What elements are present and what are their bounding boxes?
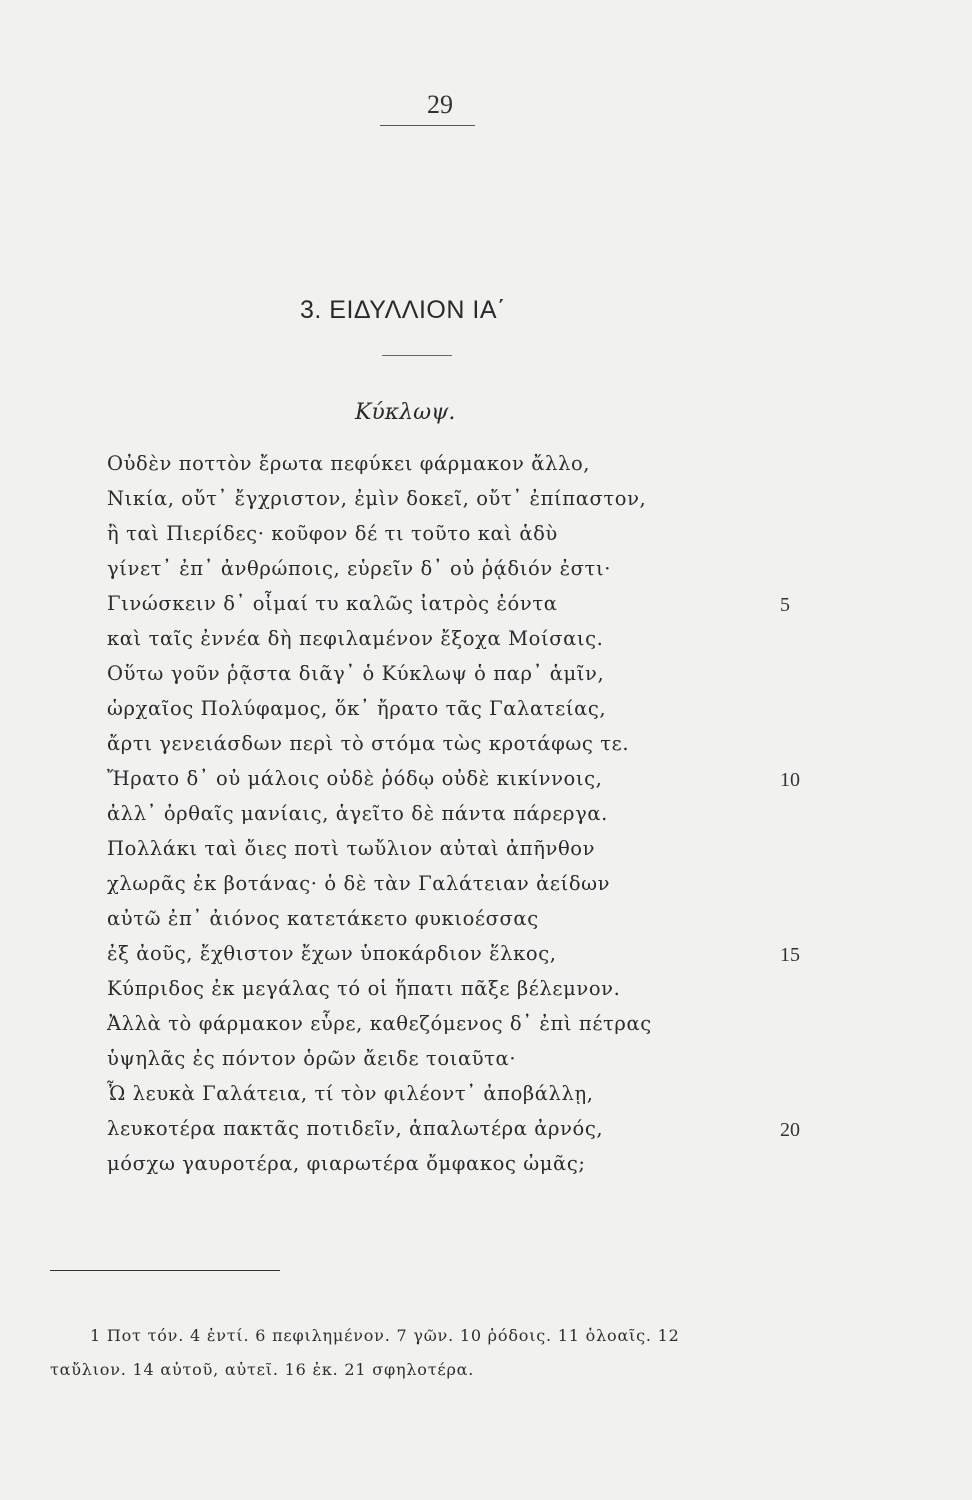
poem-title: Κύκλωψ. — [355, 400, 456, 425]
page-number-rule — [380, 125, 475, 126]
verse-line: ὡρχαῖος Πολύφαμος, ὅκ᾽ ἤρατο τᾶς Γαλατείας, — [107, 697, 607, 720]
line-number-10: 10 — [780, 769, 800, 791]
verse-line: χλωρᾶς ἐκ βοτάνας· ὁ δὲ τὰν Γαλάτειαν ἀείδων — [107, 872, 611, 895]
verse-line: ἐξ ἀοῦς, ἔχθιστον ἔχων ὑποκάρδιον ἕλκος, — [107, 942, 557, 965]
line-number-20: 20 — [780, 1119, 800, 1141]
section-divider — [382, 355, 452, 356]
verse-line: ἢ ταὶ Πιερίδες· κοῦφον δέ τι τοῦτο καὶ ἁδὺ — [107, 522, 558, 545]
line-number-15: 15 — [780, 944, 800, 966]
verse-line: ἀλλ᾽ ὀρθαῖς μανίαις, ἁγεῖτο δὲ πάντα πάρεργα. — [107, 802, 608, 825]
verse-line: Οὐδὲν ποττὸν ἔρωτα πεφύκει φάρμακον ἄλλο, — [107, 452, 591, 475]
verse-line: Κύπριδος ἐκ μεγάλας τό οἱ ἥπατι πᾶξε βέλεμνον. — [107, 977, 621, 1000]
verse-line: Ἤρατο δ᾽ οὐ μάλοις οὐδὲ ῥόδῳ οὐδὲ κικίννοις, — [107, 767, 603, 790]
page-number: 29 — [427, 90, 453, 119]
verse-line: Νικία, οὔτ᾽ ἔγχριστον, ἐμὶν δοκεῖ, οὔτ᾽ ἐπίπαστον, — [107, 487, 647, 510]
footnote-rule — [50, 1270, 280, 1271]
verse-line: λευκοτέρα πακτᾶς ποτιδεῖν, ἁπαλωτέρα ἀρνός, — [107, 1117, 604, 1140]
verse-line: Γινώσκειν δ᾽ οἶμαί τυ καλῶς ἰατρὸς ἐόντα — [107, 592, 558, 615]
verse-line: Πολλάκι ταὶ ὄιες ποτὶ τωὔλιον αὐταὶ ἀπῆνθον — [107, 837, 596, 860]
verse-line: καὶ ταῖς ἐννέα δὴ πεφιλαμένον ἔξοχα Μοίσαις. — [107, 627, 604, 650]
section-title: 3. ΕΙΔΥΛΛΙΟΝ ΙΑ΄ — [300, 296, 506, 324]
verse-line: μόσχω γαυροτέρα, φιαρωτέρα ὄμφακος ὠμᾶς; — [107, 1152, 586, 1175]
verse-line: Ὦ λευκὰ Γαλάτεια, τί τὸν φιλέοντ᾽ ἀποβάλλῃ, — [107, 1082, 594, 1105]
verse-line: γίνετ᾽ ἐπ᾽ ἀνθρώποις, εὑρεῖν δ᾽ οὐ ῥᾴδιόν ἐστι· — [107, 557, 611, 580]
footnote-line: 1 Ποτ τόν. 4 ἐντί. 6 πεφιλημένον. 7 γῶν. 10 ῥόδοις. 11 ὁλοαῖς. 12 — [90, 1326, 680, 1345]
footnote-line: ταὔλιον. 14 αὐτοῦ, αὐτεῖ. 16 ἐκ. 21 σφηλοτέρα. — [50, 1360, 475, 1379]
line-number-5: 5 — [780, 594, 790, 616]
verse-line: ἄρτι γενειάσδων περὶ τὸ στόμα τὼς κροτάφως τε. — [107, 732, 630, 755]
verse-line: Ἀλλὰ τὸ φάρμακον εὗρε, καθεζόμενος δ᾽ ἐπὶ πέτρας — [107, 1012, 652, 1035]
verse-line: αὐτῶ ἐπ᾽ ἀιόνος κατετάκετο φυκιοέσσας — [107, 907, 539, 930]
verse-line: ὑψηλᾶς ἐς πόντον ὁρῶν ἄειδε τοιαῦτα· — [107, 1047, 517, 1070]
verse-line: Οὕτω γοῦν ῥᾷστα διᾶγ᾽ ὁ Κύκλωψ ὁ παρ᾽ ἁμῖν, — [107, 662, 605, 685]
